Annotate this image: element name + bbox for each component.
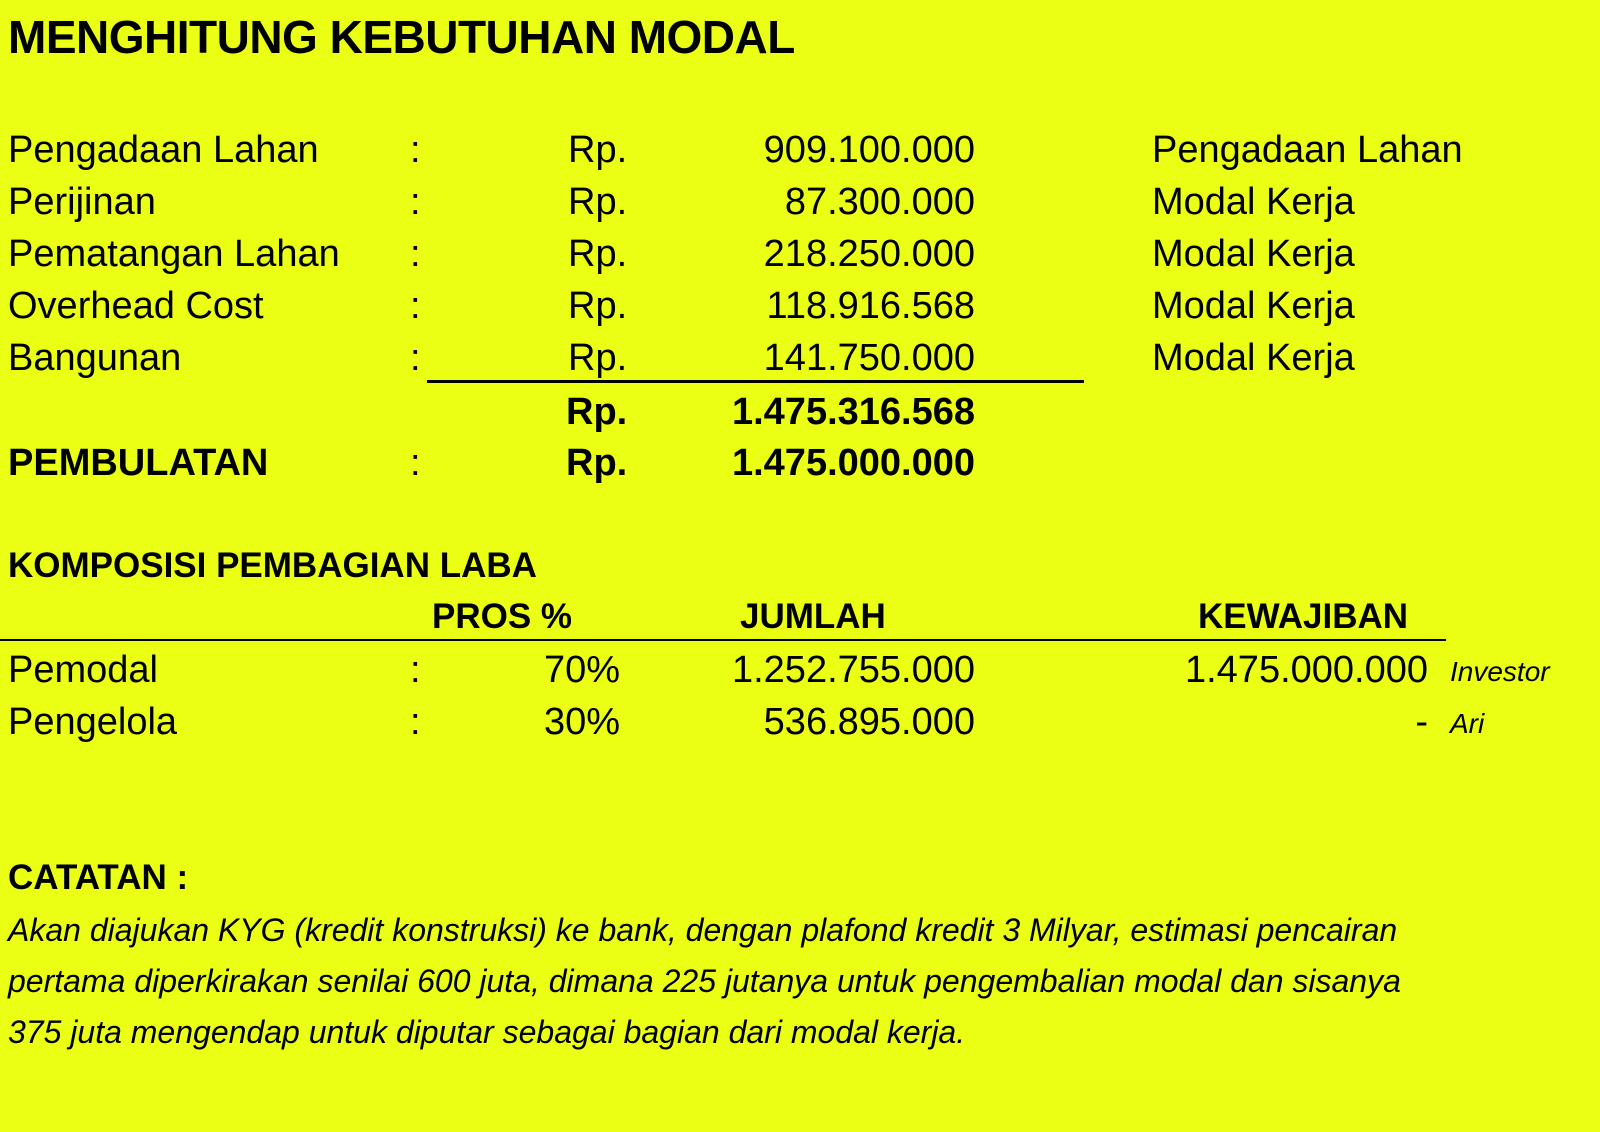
row-colon: : (410, 233, 421, 275)
row-colon: : (410, 181, 421, 223)
row-currency: Rp. (568, 233, 628, 275)
row-label: Perijinan (8, 181, 156, 223)
row-colon: : (410, 129, 421, 171)
row-label: Overhead Cost (8, 285, 264, 327)
rounding-colon: : (410, 442, 421, 484)
row-category: Modal Kerja (1152, 233, 1355, 275)
notes-line: pertama diperkirakan senilai 600 juta, dimana 225 jutanya untuk pengembalian modal dan sisanya (8, 963, 1401, 999)
row-amount: 218.250.000 (763, 233, 975, 275)
notes-heading: CATATAN : (8, 858, 189, 897)
row-currency: Rp. (568, 181, 628, 223)
rounding-label: PEMBULATAN (8, 442, 269, 484)
row-amount: 87.300.000 (784, 181, 975, 223)
profit-row-amount: 1.252.755.000 (731, 649, 975, 691)
total-currency: Rp. (566, 391, 628, 433)
header-obligation: KEWAJIBAN (1198, 597, 1409, 636)
profit-row-amount: 536.895.000 (763, 701, 975, 743)
row-category: Modal Kerja (1152, 285, 1355, 327)
profit-row-tag: Ari (1450, 708, 1485, 739)
row-currency: Rp. (568, 129, 628, 171)
rounding-currency: Rp. (566, 442, 628, 484)
row-colon: : (410, 285, 421, 327)
header-divider (0, 639, 1446, 641)
row-label: Pematangan Lahan (8, 233, 340, 275)
header-amount: JUMLAH (740, 597, 886, 636)
row-label: Bangunan (8, 337, 182, 379)
row-currency: Rp. (568, 337, 628, 379)
notes-line: Akan diajukan KYG (kredit konstruksi) ke bank, dengan plafond kredit 3 Milyar, estimasi pencairan (8, 912, 1398, 948)
row-label: Pengadaan Lahan (8, 129, 319, 171)
header-pct: PROS % (432, 597, 573, 636)
profit-row-pct: 70% (543, 649, 620, 691)
profit-row-label: Pengelola (8, 701, 178, 743)
profit-row-obligation: - (1415, 701, 1428, 743)
page-title: MENGHITUNG KEBUTUHAN MODAL (8, 11, 795, 63)
profit-row-obligation: 1.475.000.000 (1184, 649, 1428, 691)
row-category: Pengadaan Lahan (1152, 129, 1463, 171)
profit-row-colon: : (410, 649, 421, 691)
row-colon: : (410, 337, 421, 379)
notes-line: 375 juta mengendap untuk diputar sebagai bagian dari modal kerja. (8, 1014, 966, 1050)
row-category: Modal Kerja (1152, 181, 1355, 223)
profit-heading: KOMPOSISI PEMBAGIAN LABA (8, 546, 537, 585)
total-divider (427, 380, 1084, 383)
profit-row-tag: Investor (1450, 656, 1550, 687)
total-amount: 1.475.316.568 (731, 391, 975, 433)
rounding-amount: 1.475.000.000 (731, 442, 975, 484)
row-amount: 909.100.000 (763, 129, 975, 171)
profit-row-pct: 30% (543, 701, 620, 743)
row-category: Modal Kerja (1152, 337, 1355, 379)
profit-row-label: Pemodal (8, 649, 158, 691)
row-currency: Rp. (568, 285, 628, 327)
row-amount: 118.916.568 (766, 285, 975, 327)
profit-row-colon: : (410, 701, 421, 743)
row-amount: 141.750.000 (763, 337, 975, 379)
